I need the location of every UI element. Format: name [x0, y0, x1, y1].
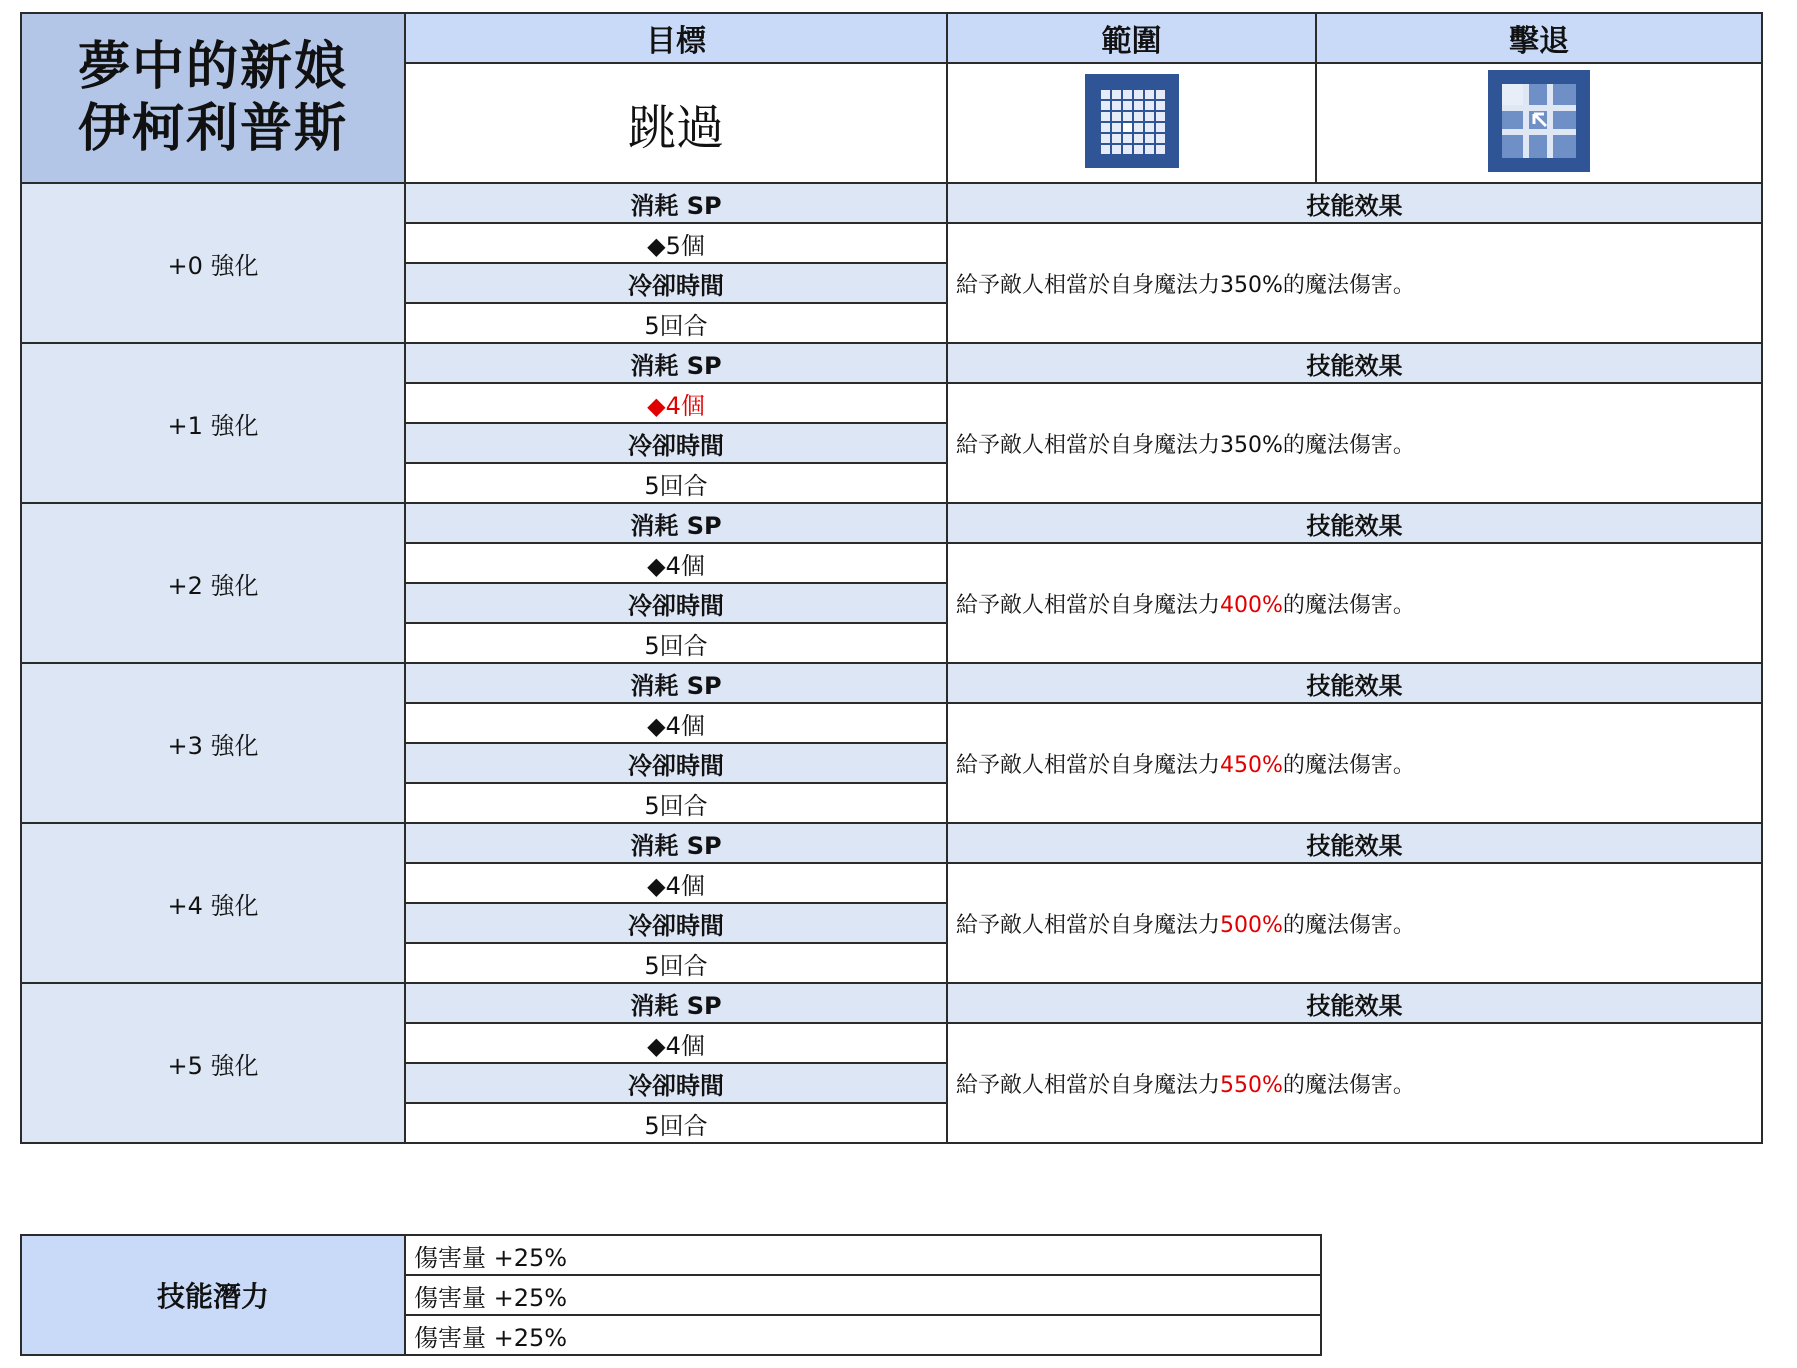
- effect-header: 技能效果: [947, 663, 1762, 703]
- effect-percent: 450%: [1220, 752, 1283, 778]
- effect-percent: 400%: [1220, 592, 1283, 618]
- range-cell-square: [1156, 112, 1165, 121]
- range-cell-square: [1156, 123, 1165, 132]
- potential-row: 傷害量 +25%: [405, 1315, 1321, 1355]
- range-cell-square: [1134, 134, 1143, 143]
- range-cell-square: [1156, 134, 1165, 143]
- range-cell-square: [1112, 123, 1121, 132]
- effect-header: 技能效果: [947, 343, 1762, 383]
- range-cell-square: [1112, 112, 1121, 121]
- range-cell-square: [1123, 112, 1132, 121]
- cooldown-value: 5回合: [405, 1103, 947, 1143]
- effect-percent: 550%: [1220, 1072, 1283, 1098]
- sp-header: 消耗 SP: [405, 823, 947, 863]
- range-cell-square: [1145, 101, 1154, 110]
- level-label: +0 強化: [21, 183, 405, 343]
- sp-value: ◆4個: [405, 383, 947, 423]
- level-label: +2 強化: [21, 503, 405, 663]
- range-cell-square: [1123, 90, 1132, 99]
- potential-table: [20, 1234, 1322, 1356]
- effect-header: 技能效果: [947, 503, 1762, 543]
- range-cell-square: [1101, 112, 1110, 121]
- effect-prefix: 給予敵人相當於自身魔法力: [956, 912, 1221, 938]
- cooldown-header: 冷卻時間: [405, 423, 947, 463]
- range-cell: [947, 63, 1316, 183]
- knockback-arrow-icon: [1488, 70, 1590, 176]
- effect-suffix: 的魔法傷害。: [1282, 592, 1415, 618]
- effect-header: 技能效果: [947, 183, 1762, 223]
- range-cell-square: [1112, 90, 1121, 99]
- effect-suffix: 的魔法傷害。: [1282, 1072, 1415, 1098]
- effect-prefix: 給予敵人相當於自身魔法力: [956, 272, 1221, 298]
- knockback-header: 擊退: [1316, 13, 1762, 63]
- range-cell-square: [1134, 123, 1143, 132]
- range-cell-square: [1112, 101, 1121, 110]
- potential-row: 傷害量 +25%: [405, 1275, 1321, 1315]
- sp-header: 消耗 SP: [405, 983, 947, 1023]
- effect-prefix: 給予敵人相當於自身魔法力: [956, 432, 1221, 458]
- range-cell-square: [1156, 90, 1165, 99]
- potential-label: 技能潛力: [21, 1235, 405, 1355]
- cooldown-value: 5回合: [405, 783, 947, 823]
- sp-value: ◆4個: [405, 543, 947, 583]
- range-cell-square: [1145, 145, 1154, 154]
- cooldown-header: 冷卻時間: [405, 583, 947, 623]
- target-value: 跳過: [405, 63, 947, 183]
- effect-text: [947, 383, 1762, 503]
- sp-header: 消耗 SP: [405, 183, 947, 223]
- target-header: 目標: [405, 13, 947, 63]
- effect-prefix: 給予敵人相當於自身魔法力: [956, 592, 1221, 618]
- knockback-cell: [1316, 63, 1762, 183]
- range-cell-square: [1145, 112, 1154, 121]
- sp-value: ◆4個: [405, 1023, 947, 1063]
- range-cell-square: [1123, 134, 1132, 143]
- cooldown-header: 冷卻時間: [405, 743, 947, 783]
- cooldown-value: 5回合: [405, 623, 947, 663]
- effect-prefix: 給予敵人相當於自身魔法力: [956, 752, 1221, 778]
- range-cell-square: [1112, 134, 1121, 143]
- sp-header: 消耗 SP: [405, 663, 947, 703]
- effect-suffix: 的魔法傷害。: [1282, 752, 1415, 778]
- range-cell-square: [1101, 90, 1110, 99]
- effect-suffix: 的魔法傷害。: [1282, 912, 1415, 938]
- range-cell-square: [1123, 145, 1132, 154]
- range-cell-square: [1145, 90, 1154, 99]
- range-cell-square: [1101, 123, 1110, 132]
- sp-value: ◆4個: [405, 703, 947, 743]
- sp-header: 消耗 SP: [405, 503, 947, 543]
- range-cell-square: [1134, 101, 1143, 110]
- level-label: +3 強化: [21, 663, 405, 823]
- effect-header: 技能效果: [947, 983, 1762, 1023]
- effect-text: [947, 223, 1762, 343]
- effect-suffix: 的魔法傷害。: [1282, 432, 1415, 458]
- effect-header: 技能效果: [947, 823, 1762, 863]
- sp-value: ◆5個: [405, 223, 947, 263]
- range-cell-square: [1101, 145, 1110, 154]
- range-cell-square: [1145, 123, 1154, 132]
- level-label: +4 強化: [21, 823, 405, 983]
- effect-suffix: 的魔法傷害。: [1282, 272, 1415, 298]
- range-cell-square: [1123, 101, 1132, 110]
- effect-text: [947, 543, 1762, 663]
- range-cell-square: [1134, 145, 1143, 154]
- effect-prefix: 給予敵人相當於自身魔法力: [956, 1072, 1221, 1098]
- level-label: +1 強化: [21, 343, 405, 503]
- range-cell-square: [1112, 145, 1121, 154]
- cooldown-header: 冷卻時間: [405, 903, 947, 943]
- effect-text: [947, 703, 1762, 823]
- cooldown-header: 冷卻時間: [405, 263, 947, 303]
- level-label: +5 強化: [21, 983, 405, 1143]
- range-cell-square: [1134, 90, 1143, 99]
- cooldown-value: 5回合: [405, 303, 947, 343]
- range-cell-square: [1156, 145, 1165, 154]
- effect-percent: 350%: [1220, 272, 1283, 298]
- sp-value: ◆4個: [405, 863, 947, 903]
- cooldown-value: 5回合: [405, 463, 947, 503]
- range-cell-square: [1134, 112, 1143, 121]
- potential-row: 傷害量 +25%: [405, 1235, 1321, 1275]
- effect-percent: 500%: [1220, 912, 1283, 938]
- effect-percent: 350%: [1220, 432, 1283, 458]
- skill-table: [20, 12, 1763, 1144]
- range-grid-icon: [1085, 74, 1179, 172]
- sp-header: 消耗 SP: [405, 343, 947, 383]
- skill-name-line1: 夢中的新娘: [77, 37, 348, 97]
- range-cell-square: [1156, 101, 1165, 110]
- range-header: 範圍: [947, 13, 1316, 63]
- skill-name-cell: [21, 13, 405, 183]
- range-cell-square: [1101, 134, 1110, 143]
- range-cell-square: [1123, 123, 1132, 132]
- range-cell-square: [1101, 101, 1110, 110]
- range-cell-square: [1145, 134, 1154, 143]
- effect-text: [947, 1023, 1762, 1143]
- effect-text: [947, 863, 1762, 983]
- cooldown-value: 5回合: [405, 943, 947, 983]
- skill-name-line2: 伊柯利普斯: [77, 99, 348, 159]
- cooldown-header: 冷卻時間: [405, 1063, 947, 1103]
